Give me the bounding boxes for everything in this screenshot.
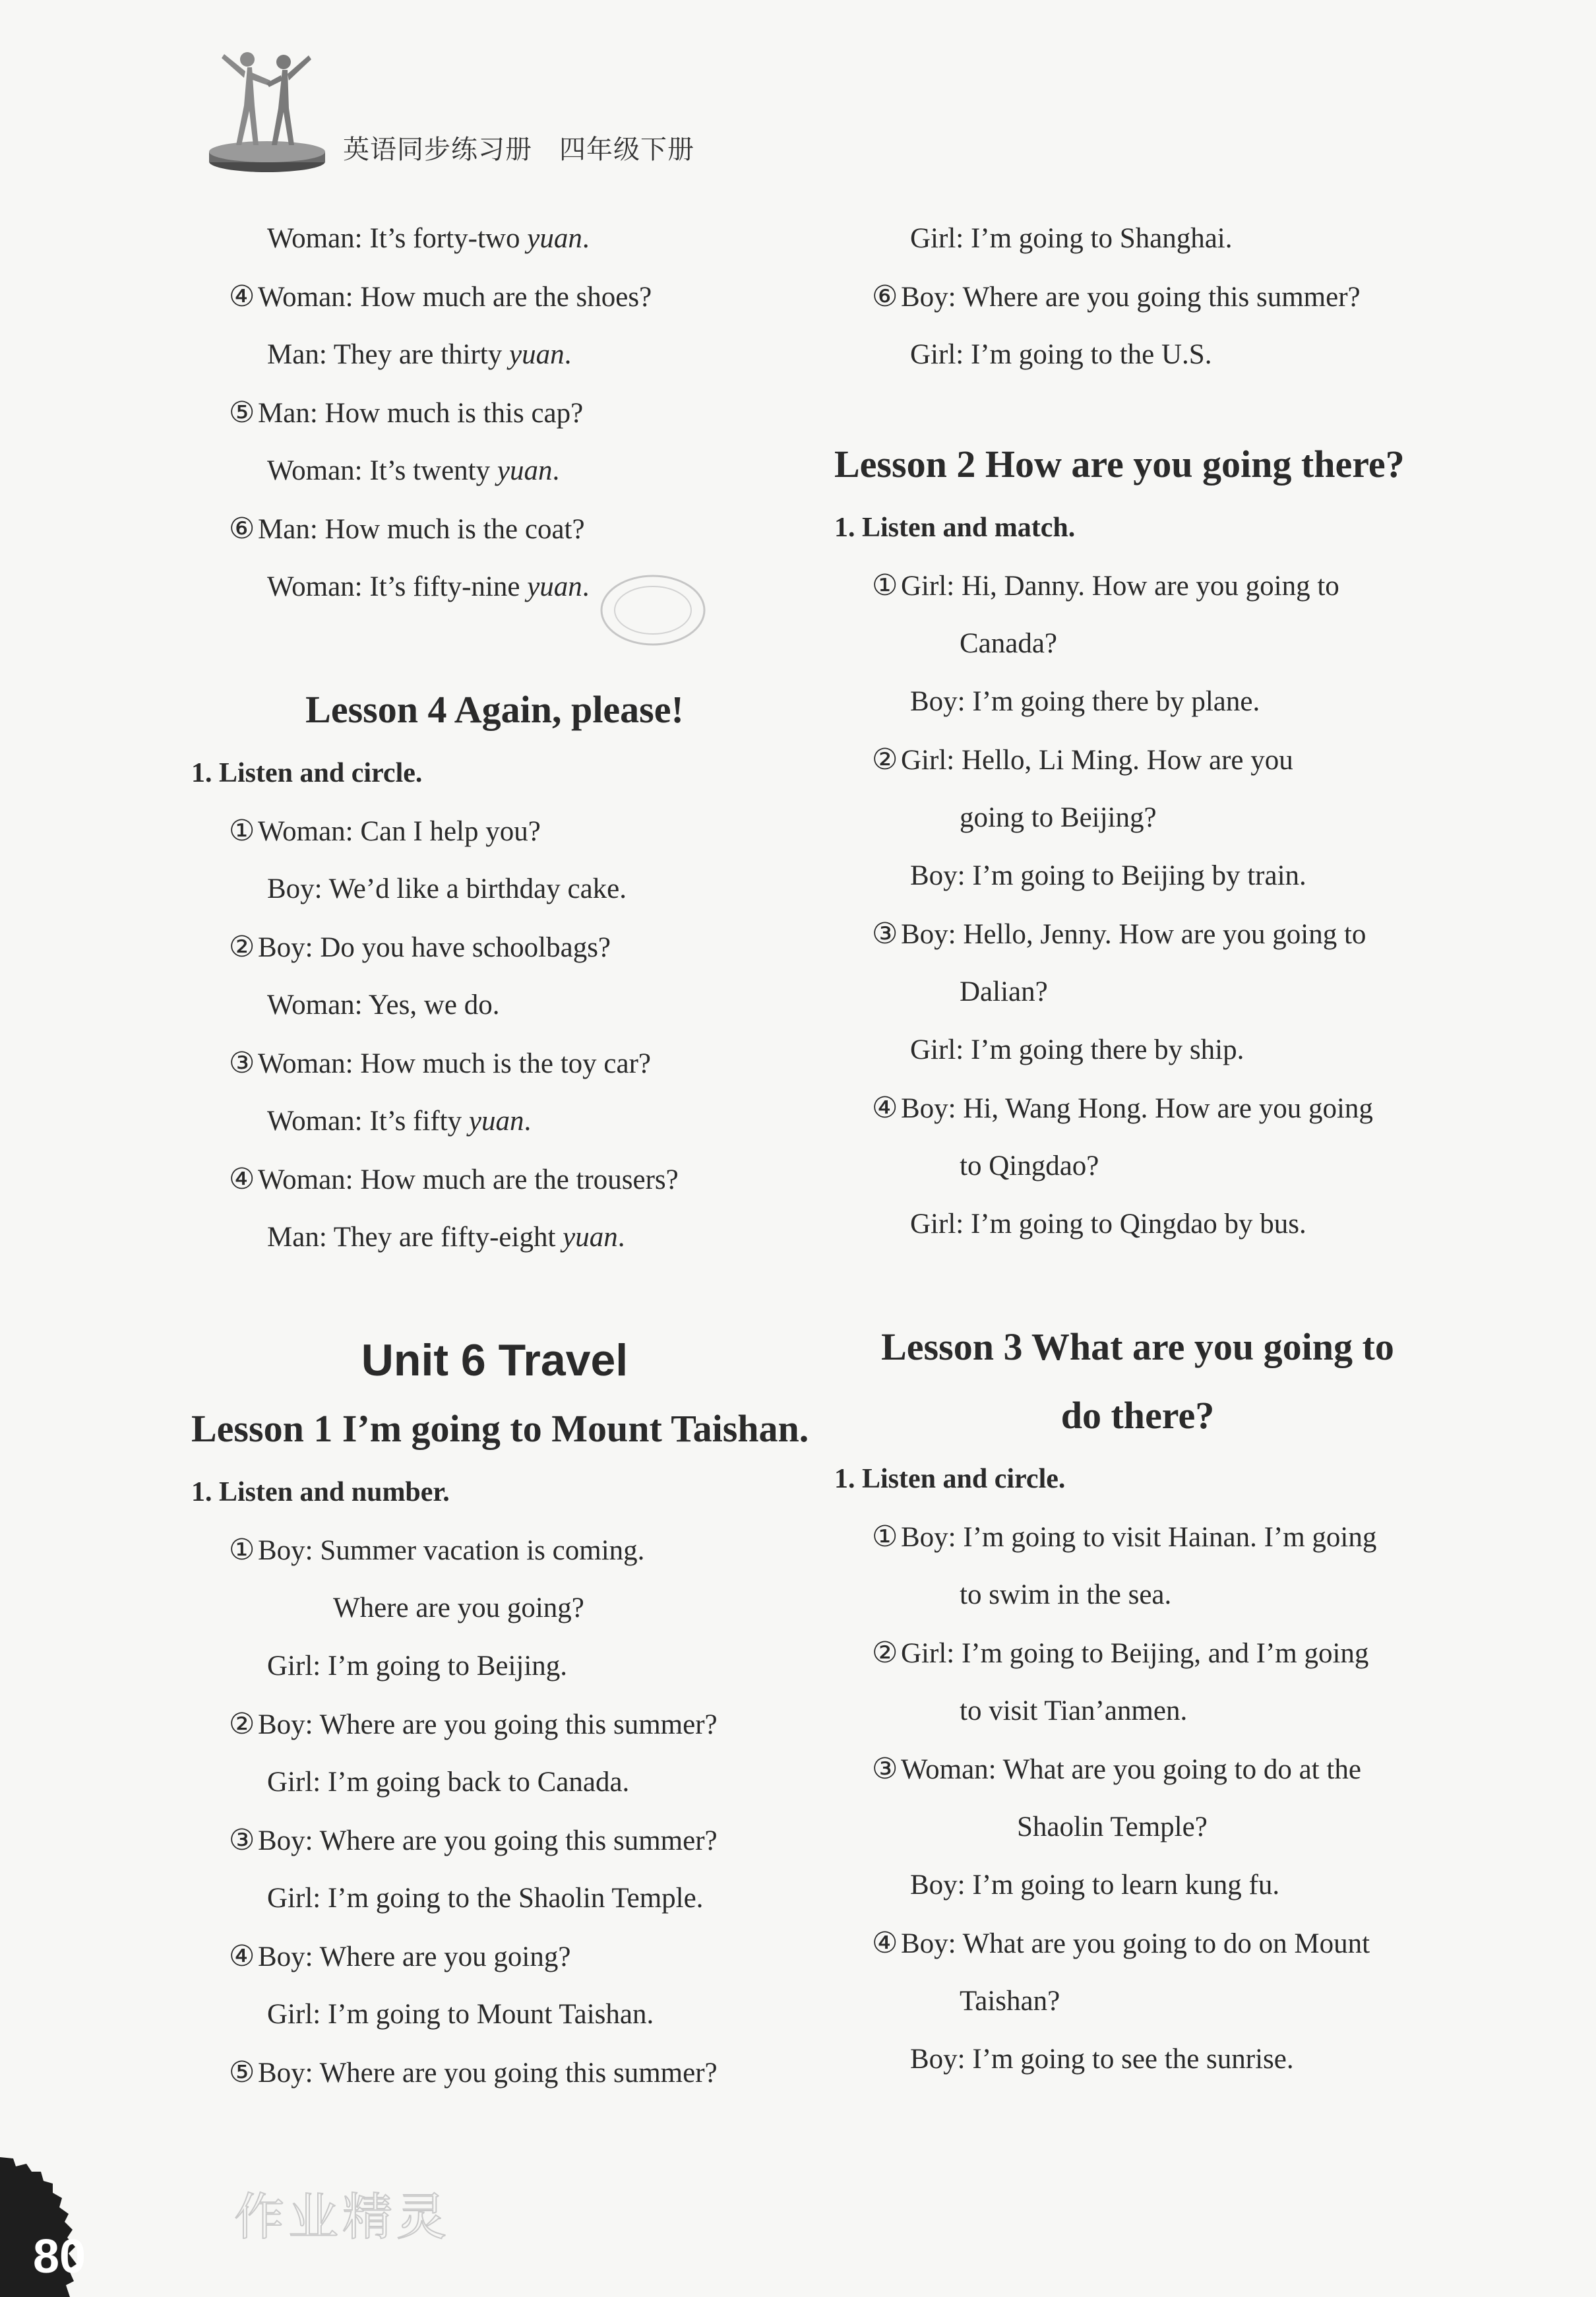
punctuation: . bbox=[582, 223, 590, 254]
item-number: ① bbox=[229, 814, 255, 848]
dialogue-text: Boy: Summer vacation is coming. bbox=[258, 1535, 645, 1566]
dialogue-line bbox=[834, 731, 1494, 789]
lesson-2-exercise-heading: 1. Listen and match. bbox=[834, 513, 1076, 543]
page-number: 80 bbox=[33, 2230, 86, 2283]
dialogue-line bbox=[834, 1972, 1494, 2030]
item-number: ④ bbox=[229, 280, 255, 313]
dialogue-text: Taishan? bbox=[960, 1986, 1060, 2017]
dialogue-text: Girl: I’m going to the U.S. bbox=[910, 339, 1212, 370]
punctuation: . bbox=[617, 1222, 625, 1253]
dialogue-line bbox=[191, 1695, 851, 1753]
dialogue-line bbox=[834, 1137, 1494, 1195]
lesson-2-lines bbox=[834, 557, 1494, 1253]
yuan-word: yuan bbox=[527, 571, 582, 602]
dialogue-line bbox=[191, 1092, 851, 1150]
yuan-word: yuan bbox=[509, 339, 565, 370]
lesson-3-exercise-heading: 1. Listen and circle. bbox=[834, 1464, 1066, 1494]
dialogue-line bbox=[191, 558, 851, 616]
lesson-4-exercise-heading: 1. Listen and circle. bbox=[191, 758, 423, 788]
dialogue-text: Girl: I’m going to Shanghai. bbox=[910, 223, 1233, 254]
dialogue-line bbox=[834, 789, 1494, 847]
dialogue-text: Boy: Where are you going this summer? bbox=[901, 282, 1361, 313]
dialogue-text: Woman: How much are the shoes? bbox=[258, 282, 652, 313]
dialogue-text: Boy: Hello, Jenny. How are you going to bbox=[901, 919, 1366, 950]
dialogue-text: going to Beijing? bbox=[960, 802, 1157, 833]
yuan-word: yuan bbox=[527, 223, 582, 254]
yuan-word: yuan bbox=[563, 1222, 618, 1253]
dialogue-text: to Qingdao? bbox=[960, 1150, 1099, 1181]
dialogue-text: Boy: Where are you going? bbox=[258, 1941, 571, 1972]
dialogue-line bbox=[834, 557, 1494, 615]
dialogue-text: Boy: I’m going to learn kung fu. bbox=[910, 1870, 1280, 1901]
item-number: ① bbox=[229, 1533, 255, 1567]
yuan-word: yuan bbox=[497, 455, 553, 486]
dialogue-line bbox=[834, 615, 1494, 673]
dialogue-text: Woman: Can I help you? bbox=[258, 816, 541, 847]
lesson-1-title: Lesson 1 I’m going to Mount Taishan. bbox=[191, 1407, 809, 1450]
dialogue-text: Girl: I’m going to Beijing. bbox=[267, 1651, 568, 1682]
item-number: ⑥ bbox=[872, 280, 898, 313]
dialogue-line bbox=[191, 1637, 851, 1695]
dialogue-line bbox=[191, 2044, 851, 2102]
dialogue-line bbox=[834, 1624, 1494, 1682]
lesson-4-lines bbox=[191, 802, 851, 1267]
dialogue-text: Woman: How much are the trousers? bbox=[258, 1164, 679, 1195]
dialogue-line bbox=[834, 673, 1494, 731]
punctuation: . bbox=[564, 339, 572, 370]
dialogue-line bbox=[191, 1034, 851, 1092]
dialogue-text: Boy: Hi, Wang Hong. How are you going bbox=[901, 1093, 1373, 1124]
dialogue-line bbox=[834, 905, 1494, 963]
dialogue-text: Boy: Do you have schoolbags? bbox=[258, 932, 611, 963]
dialogue-text: Boy: I’m going to see the sunrise. bbox=[910, 2044, 1294, 2075]
dialogue-line bbox=[834, 1798, 1494, 1856]
dialogue-line bbox=[834, 268, 1494, 326]
lesson-4-title: Lesson 4 Again, please! bbox=[305, 688, 684, 731]
dialogue-line bbox=[834, 2030, 1494, 2089]
stamp-icon bbox=[597, 567, 709, 653]
dialogue-line bbox=[191, 1209, 851, 1267]
dialogue-line bbox=[834, 847, 1494, 905]
dialogue-text: Boy: I’m going there by plane. bbox=[910, 686, 1260, 717]
item-number: ② bbox=[872, 743, 898, 776]
dialogue-text: Girl: Hi, Danny. How are you going to bbox=[901, 571, 1339, 602]
unit-6-title: Unit 6 Travel bbox=[361, 1335, 629, 1385]
dialogue-text: Girl: I’m going to Qingdao by bus. bbox=[910, 1209, 1306, 1240]
dialogue-line bbox=[834, 1021, 1494, 1079]
dialogue-text: Man: How much is this cap? bbox=[258, 398, 584, 429]
dialogue-line bbox=[191, 1521, 851, 1579]
dialogue-line bbox=[191, 384, 851, 442]
watermark-text: 作业精灵 bbox=[234, 2187, 450, 2246]
dialogue-line bbox=[834, 326, 1494, 384]
dialogue-text: Dalian? bbox=[960, 976, 1048, 1007]
dialogue-text: Boy: Where are you going this summer? bbox=[258, 1825, 718, 1856]
dialogue-line bbox=[191, 1150, 851, 1209]
dialogue-line bbox=[834, 963, 1494, 1021]
item-number: ③ bbox=[872, 917, 898, 951]
dialogue-text: Woman: Yes, we do. bbox=[267, 990, 500, 1021]
lesson-3-title-line-1: Lesson 3 What are you going to bbox=[881, 1325, 1394, 1368]
dialogue-line bbox=[191, 976, 851, 1034]
item-number: ③ bbox=[229, 1823, 255, 1857]
item-number: ④ bbox=[229, 1162, 255, 1196]
item-number: ⑥ bbox=[229, 512, 255, 546]
dialogue-text: Boy: I’m going to visit Hainan. I’m going bbox=[901, 1522, 1377, 1553]
dialogue-text: Woman: It’s twenty bbox=[267, 455, 497, 486]
dialogue-line bbox=[834, 1508, 1494, 1566]
dialogue-line bbox=[834, 1682, 1494, 1740]
dialogue-text: Canada? bbox=[960, 628, 1058, 659]
dialogue-text: Man: They are fifty-eight bbox=[267, 1222, 563, 1253]
item-number: ④ bbox=[872, 1926, 898, 1960]
dialogue-line bbox=[834, 1856, 1494, 1914]
dialogue-line bbox=[191, 1870, 851, 1928]
right-top-lines bbox=[834, 210, 1494, 384]
dialogue-text: Man: How much is the coat? bbox=[258, 514, 585, 545]
dialogue-line bbox=[834, 1079, 1494, 1137]
lesson-3-title-line-2: do there? bbox=[1060, 1394, 1215, 1437]
item-number: ② bbox=[229, 1707, 255, 1741]
item-number: ⑤ bbox=[229, 2056, 255, 2089]
dialogue-line bbox=[191, 918, 851, 976]
dialogue-line bbox=[191, 802, 851, 860]
lesson-3-lines bbox=[834, 1508, 1494, 2089]
punctuation: . bbox=[582, 571, 590, 602]
dialogue-text: to swim in the sea. bbox=[960, 1579, 1172, 1610]
item-number: ① bbox=[872, 1520, 898, 1554]
item-number: ② bbox=[229, 930, 255, 964]
left-top-lines bbox=[191, 210, 851, 616]
dialogue-text: to visit Tian’anmen. bbox=[960, 1695, 1188, 1726]
dialogue-text: Woman: It’s fifty-nine bbox=[267, 571, 528, 602]
dialogue-text: Boy: Where are you going this summer? bbox=[258, 1709, 718, 1740]
dialogue-line bbox=[834, 1740, 1494, 1798]
dialogue-line bbox=[191, 500, 851, 558]
dialogue-line bbox=[191, 210, 851, 268]
dialogue-line bbox=[834, 1566, 1494, 1624]
dialogue-line bbox=[191, 1579, 851, 1637]
dialogue-line bbox=[191, 1928, 851, 1986]
dancers-logo-icon bbox=[198, 40, 330, 178]
dialogue-line bbox=[191, 268, 851, 326]
punctuation: . bbox=[524, 1106, 532, 1137]
dialogue-text: Girl: Hello, Li Ming. How are you bbox=[901, 745, 1293, 776]
dialogue-text: Girl: I’m going to Beijing, and I’m going bbox=[901, 1638, 1369, 1669]
item-number: ② bbox=[872, 1636, 898, 1670]
item-number: ⑤ bbox=[229, 396, 255, 429]
dialogue-text: Shaolin Temple? bbox=[1017, 1811, 1208, 1842]
dialogue-line bbox=[834, 1195, 1494, 1253]
yuan-word: yuan bbox=[468, 1106, 524, 1137]
dialogue-text: Woman: What are you going to do at the bbox=[901, 1754, 1361, 1785]
right-column bbox=[834, 210, 1494, 2089]
dialogue-line bbox=[191, 1811, 851, 1870]
lesson-1-exercise-heading: 1. Listen and number. bbox=[191, 1477, 450, 1507]
item-number: ① bbox=[872, 569, 898, 602]
dialogue-text: Where are you going? bbox=[333, 1592, 584, 1623]
dialogue-text: Boy: Where are you going this summer? bbox=[258, 2058, 718, 2089]
dialogue-text: Girl: I’m going to Mount Taishan. bbox=[267, 1999, 654, 2030]
dialogue-text: Girl: I’m going back to Canada. bbox=[267, 1767, 630, 1798]
lesson-2-title: Lesson 2 How are you going there? bbox=[834, 443, 1405, 486]
lesson-1-lines bbox=[191, 1521, 851, 2102]
dialogue-line bbox=[834, 210, 1494, 268]
dialogue-text: Woman: It’s fifty bbox=[267, 1106, 469, 1137]
book-title: 英语同步练习册 四年级下册 bbox=[343, 135, 694, 165]
dialogue-line bbox=[191, 860, 851, 918]
dialogue-line bbox=[191, 442, 851, 500]
dialogue-text: Boy: I’m going to Beijing by train. bbox=[910, 860, 1306, 891]
dialogue-text: Boy: We’d like a birthday cake. bbox=[267, 873, 627, 904]
punctuation: . bbox=[552, 455, 560, 486]
dialogue-text: Girl: I’m going there by ship. bbox=[910, 1034, 1244, 1065]
item-number: ③ bbox=[872, 1752, 898, 1786]
left-column bbox=[191, 210, 851, 2102]
dialogue-text: Man: They are thirty bbox=[267, 339, 509, 370]
item-number: ③ bbox=[229, 1046, 255, 1080]
dialogue-line bbox=[191, 1753, 851, 1811]
dialogue-line bbox=[191, 1986, 851, 2044]
dialogue-text: Woman: It’s forty-two bbox=[267, 223, 528, 254]
dialogue-line bbox=[834, 1914, 1494, 1972]
item-number: ④ bbox=[229, 1939, 255, 1973]
dialogue-text: Woman: How much is the toy car? bbox=[258, 1048, 651, 1079]
item-number: ④ bbox=[872, 1091, 898, 1125]
dialogue-line bbox=[191, 326, 851, 384]
dialogue-text: Boy: What are you going to do on Mount bbox=[901, 1928, 1370, 1959]
dialogue-text: Girl: I’m going to the Shaolin Temple. bbox=[267, 1883, 704, 1914]
